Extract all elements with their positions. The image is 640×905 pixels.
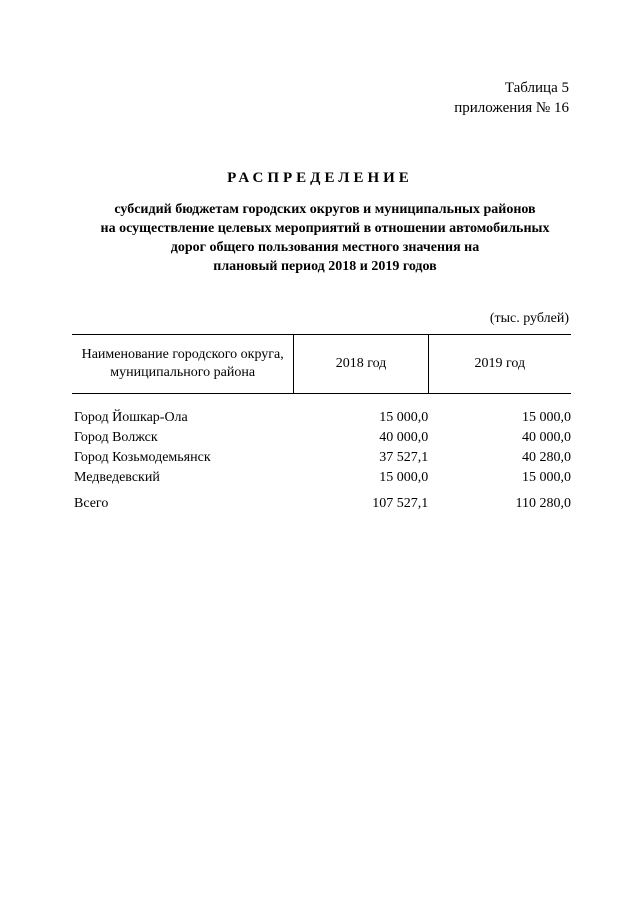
header-2019: 2019 год [428, 335, 571, 394]
row-name: Город Волжск [74, 430, 158, 445]
document-heading: РАСПРЕДЕЛЕНИЕ [227, 170, 413, 186]
total-value-2018: 107 527,1 [372, 496, 429, 511]
subtitle-line: на осуществление целевых мероприятий в отношении автомобильных [100, 221, 550, 236]
row-name: Медведевский [74, 470, 160, 485]
table-row [72, 394, 571, 429]
row-value-2018: 15 000,0 [379, 410, 429, 425]
table-number: Таблица 5 [504, 80, 569, 96]
total-value-2019: 110 280,0 [515, 496, 571, 511]
subtitle-line: дорог общего пользования местного значения на [170, 240, 480, 255]
units-note: (тыс. рублей) [489, 311, 569, 326]
row-value-2019: 15 000,0 [522, 410, 571, 425]
appendix-number: приложения № 16 [454, 100, 569, 116]
row-name: Город Йошкар-Ола [74, 410, 188, 425]
header-name: Наименование городского округа, муниципального района [72, 335, 294, 394]
row-value-2019: 15 000,0 [522, 470, 571, 485]
row-value-2018: 15 000,0 [379, 470, 429, 485]
row-value-2019: 40 280,0 [522, 450, 571, 465]
document-subtitle [75, 200, 575, 276]
subsidy-table [72, 334, 571, 514]
row-value-2018: 37 527,1 [379, 450, 429, 465]
header-2018: 2018 год [294, 335, 428, 394]
row-value-2019: 40 000,0 [522, 430, 571, 445]
subtitle-line: плановый период 2018 и 2019 годов [213, 259, 437, 274]
row-name: Город Козьмодемьянск [74, 450, 211, 465]
table-header-row [72, 335, 571, 394]
table-total-row [72, 488, 571, 514]
row-value-2018: 40 000,0 [379, 430, 429, 445]
table-row [72, 448, 571, 468]
subtitle-line: субсидий бюджетам городских округов и муниципальных районов [114, 202, 536, 217]
table-reference [454, 78, 569, 118]
total-label: Всего [74, 496, 109, 511]
table-row [72, 428, 571, 448]
table-row [72, 468, 571, 488]
